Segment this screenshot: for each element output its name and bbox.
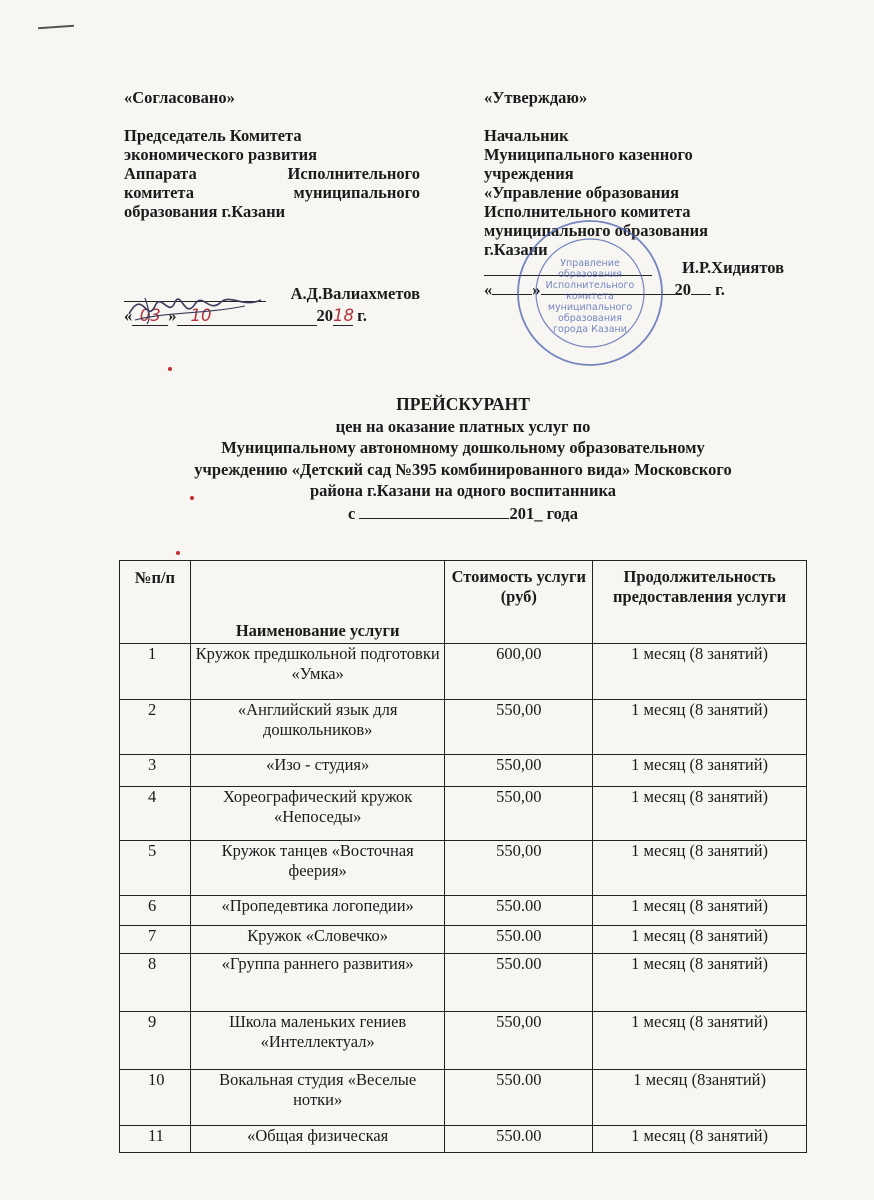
- approved-line: Исполнительного комитета: [484, 202, 691, 221]
- row-number: 3: [120, 755, 191, 787]
- row-price: 550,00: [445, 755, 593, 787]
- approved-line: муниципального образования: [484, 221, 709, 240]
- agreed-date-year: 18: [333, 306, 354, 325]
- table-row: [120, 1070, 807, 1126]
- row-service-name: Хореографический кружок «Непоседы»: [190, 787, 445, 841]
- stamp-line: образования: [558, 269, 622, 280]
- table-header-row: [120, 561, 807, 644]
- row-service-name: «Общая физическая: [190, 1126, 445, 1153]
- row-service-name: Вокальная студия «Веселые нотки»: [190, 1070, 445, 1126]
- header-duration: Продолжительность предоставления услуги: [593, 561, 807, 644]
- approved-signer-name: И.Р.Хидиятов: [682, 258, 784, 277]
- agreed-date-month: 10: [190, 306, 212, 325]
- title-line: Муниципальному автономному дошкольному образовательному: [221, 438, 705, 457]
- table-row: [120, 1012, 807, 1070]
- row-number: 11: [120, 1126, 191, 1153]
- table-row: [120, 896, 807, 926]
- approved-line: Начальник: [484, 126, 569, 145]
- agreed-line: комитета муниципального: [124, 183, 420, 202]
- table-row: [120, 700, 807, 755]
- table-row: [120, 787, 807, 841]
- row-price: 550.00: [445, 1126, 593, 1153]
- agreed-date: « 03 » 10 2018 г.: [124, 306, 367, 325]
- title-date-line: с 201_ года: [347, 503, 579, 523]
- row-service-name: Кружок танцев «Восточная феерия»: [190, 841, 445, 896]
- table-row: [120, 755, 807, 787]
- row-price: 550.00: [445, 1070, 593, 1126]
- agreed-date-day: 03: [139, 306, 161, 325]
- row-duration: 1 месяц (8 занятий): [593, 787, 807, 841]
- row-duration: 1 месяц (8 занятий): [593, 644, 807, 700]
- row-number: 4: [120, 787, 191, 841]
- row-price: 550.00: [445, 954, 593, 1012]
- approved-line: «Управление образования: [484, 183, 680, 202]
- row-service-name: Школа маленьких гениев «Интеллектуал»: [190, 1012, 445, 1070]
- row-price: 550.00: [445, 896, 593, 926]
- row-duration: 1 месяц (8 занятий): [593, 700, 807, 755]
- row-duration: 1 месяц (8занятий): [593, 1070, 807, 1126]
- row-number: 6: [120, 896, 191, 926]
- row-price: 600,00: [445, 644, 593, 700]
- official-stamp: [515, 218, 665, 368]
- row-service-name: «Изо - студия»: [190, 755, 445, 787]
- approved-line: Муниципального казенного: [484, 145, 693, 164]
- agreed-line: экономического развития: [124, 145, 318, 164]
- agreed-line: Аппарата Исполнительного: [124, 164, 420, 183]
- table-row: [120, 1126, 807, 1153]
- agreed-header: «Согласовано»: [124, 88, 235, 107]
- title-line: учреждению «Детский сад №395 комбинированного вида» Московского: [194, 459, 732, 479]
- page-corner-mark: [38, 25, 74, 30]
- approved-header: «Утверждаю»: [484, 88, 588, 107]
- header-service-name: Наименование услуги: [190, 561, 445, 644]
- scan-mark: [168, 367, 172, 371]
- stamp-line: города Казани: [553, 324, 627, 335]
- scan-mark: [176, 551, 180, 555]
- row-duration: 1 месяц (8 занятий): [593, 1012, 807, 1070]
- row-number: 7: [120, 926, 191, 954]
- row-price: 550,00: [445, 787, 593, 841]
- row-service-name: Кружок «Словечко»: [190, 926, 445, 954]
- scan-mark: [190, 496, 194, 500]
- approved-line: учреждения: [484, 164, 574, 183]
- row-duration: 1 месяц (8 занятий): [593, 926, 807, 954]
- agreed-line: образования г.Казани: [124, 202, 286, 221]
- approved-line: г.Казани: [484, 240, 548, 259]
- table-row: [120, 954, 807, 1012]
- table-row: [120, 644, 807, 700]
- stamp-line: Управление: [560, 258, 620, 269]
- stamp-line: муниципального: [547, 302, 633, 313]
- row-duration: 1 месяц (8 занятий): [593, 954, 807, 1012]
- row-service-name: «Английский язык для дошкольников»: [190, 700, 445, 755]
- row-number: 2: [120, 700, 191, 755]
- row-number: 8: [120, 954, 191, 1012]
- approved-date: « » 20 г.: [484, 280, 725, 299]
- price-table: [119, 560, 807, 1153]
- stamp-line: образования: [558, 313, 622, 324]
- row-duration: 1 месяц (8 занятий): [593, 1126, 807, 1153]
- row-price: 550,00: [445, 841, 593, 896]
- row-number: 1: [120, 644, 191, 700]
- stamp-line: комитета: [566, 291, 614, 302]
- row-duration: 1 месяц (8 занятий): [593, 896, 807, 926]
- table-row: [120, 841, 807, 896]
- row-number: 9: [120, 1012, 191, 1070]
- row-service-name: Кружок предшкольной подготовки «Умка»: [190, 644, 445, 700]
- document-title: [120, 394, 806, 524]
- agreed-signer-name: А.Д.Валиахметов: [290, 284, 420, 303]
- title-heading: ПРЕЙСКУРАНТ: [396, 394, 530, 414]
- header-number: №п/п: [120, 561, 191, 644]
- row-service-name: «Группа раннего развития»: [190, 954, 445, 1012]
- row-price: 550,00: [445, 1012, 593, 1070]
- row-duration: 1 месяц (8 занятий): [593, 755, 807, 787]
- agreed-signature-scribble: [125, 284, 265, 330]
- row-service-name: «Пропедевтика логопедии»: [190, 896, 445, 926]
- row-number: 5: [120, 841, 191, 896]
- agreed-line: Председатель Комитета: [124, 126, 302, 145]
- row-price: 550.00: [445, 926, 593, 954]
- stamp-line: Исполнительного: [545, 280, 635, 291]
- row-number: 10: [120, 1070, 191, 1126]
- header-price: Стоимость услуги (руб): [445, 561, 593, 644]
- title-line: района г.Казани на одного воспитанника: [309, 481, 617, 500]
- row-price: 550,00: [445, 700, 593, 755]
- table-row: [120, 926, 807, 954]
- title-line: цен на оказание платных услуг по: [335, 416, 591, 436]
- row-duration: 1 месяц (8 занятий): [593, 841, 807, 896]
